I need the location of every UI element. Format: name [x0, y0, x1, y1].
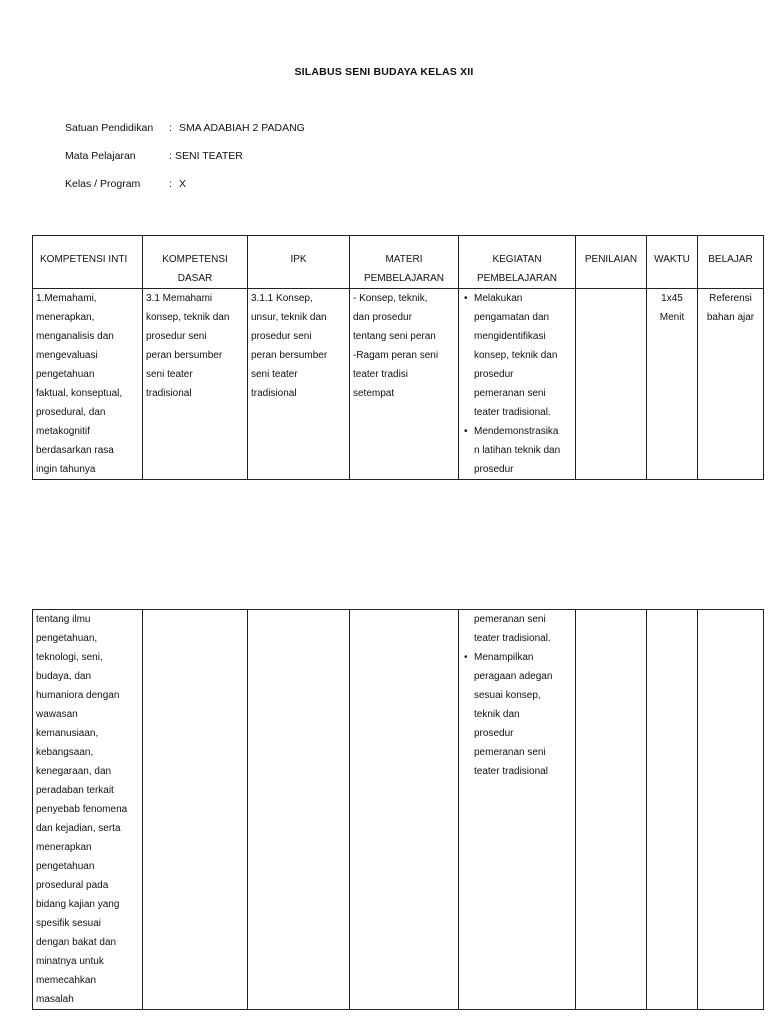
cell-belajar: Referensi bahan ajar	[698, 289, 764, 480]
document-title: SILABUS SENI BUDAYA KELAS XII	[294, 66, 474, 78]
cell-ipk: 3.1.1 Konsep, unsur, teknik dan prosedur seni peran bersumber seni teater tradisional	[248, 289, 350, 480]
table-row	[33, 289, 764, 480]
cell-waktu: 1x45 Menit	[647, 289, 698, 480]
meta-kelas-program	[65, 178, 186, 190]
cell-materi	[350, 610, 459, 1010]
meta-sep: :	[169, 150, 172, 162]
meta-key: Kelas / Program	[65, 178, 141, 190]
cell-kompetensi-dasar: 3.1 Memahami konsep, teknik dan prosedur seni peran bersumber seni teater tradisional	[143, 289, 248, 480]
meta-mata-pelajaran	[65, 150, 243, 162]
kegiatan-list	[462, 289, 572, 479]
meta-key: Satuan Pendidikan	[65, 122, 154, 134]
list-item: pemeranan seni teater tradisional.	[474, 614, 551, 644]
table-row	[33, 610, 764, 1010]
header-kompetensi-dasar: KOMPETENSI DASAR	[143, 236, 248, 289]
header-penilaian: PENILAIAN	[576, 236, 647, 289]
meta-sep: :	[169, 178, 172, 190]
cell-kompetensi-dasar	[143, 610, 248, 1010]
meta-value: X	[179, 178, 187, 190]
meta-value: SMA ADABIAH 2 PADANG	[179, 122, 305, 134]
header-kompetensi-inti: KOMPETENSI INTI	[33, 236, 143, 289]
meta-satuan-pendidikan	[65, 122, 305, 134]
syllabus-table-part-1	[32, 235, 764, 480]
list-item: • Mendemonstrasika n latihan teknik dan prosedur	[474, 422, 572, 479]
cell-waktu	[647, 610, 698, 1010]
list-item: • Menampilkan peragaan adegan sesuai konsep, teknik dan prosedur pemeranan seni teater tradisional	[474, 648, 572, 781]
cell-kegiatan	[459, 289, 576, 480]
cell-belajar	[698, 610, 764, 1010]
header-ipk: IPK	[248, 236, 350, 289]
header-materi: MATERI PEMBELAJARAN	[350, 236, 459, 289]
list-item: • Melakukan pengamatan dan mengidentifikasi konsep, teknik dan prosedur pemeranan seni teater tradisional.	[474, 289, 572, 422]
cell-kegiatan	[459, 610, 576, 1010]
header-kegiatan: KEGIATAN PEMBELAJARAN	[459, 236, 576, 289]
cell-penilaian	[576, 610, 647, 1010]
kegiatan-list	[462, 610, 572, 781]
cell-penilaian	[576, 289, 647, 480]
cell-materi: - Konsep, teknik, dan prosedur tentang seni peran -Ragam peran seni teater tradisi setempat	[350, 289, 459, 480]
cell-kompetensi-inti: tentang ilmu pengetahuan, teknologi, seni, budaya, dan humaniora dengan wawasan kemanusiaan, kebangsaan, kenegaraan, dan peradaban terkait penyebab fenomena dan kejadian, serta menerapkan pengetahuan prosedural pada bidang kajian yang spesifik sesuai dengan bakat dan minatnya untuk memecahkan masalah	[33, 610, 143, 1010]
cell-ipk	[248, 610, 350, 1010]
table-header-row	[33, 236, 764, 289]
meta-sep: :	[169, 122, 172, 134]
header-belajar: BELAJAR	[698, 236, 764, 289]
meta-value: SENI TEATER	[175, 150, 243, 162]
meta-key: Mata Pelajaran	[65, 150, 136, 162]
cell-kompetensi-inti: 1.Memahami, menerapkan, menganalisis dan mengevaluasi pengetahuan faktual, konseptual, prosedural, dan metakognitif berdasarkan rasa ingin tahunya	[33, 289, 143, 480]
syllabus-table-part-2	[32, 609, 764, 1010]
header-waktu: WAKTU	[647, 236, 698, 289]
